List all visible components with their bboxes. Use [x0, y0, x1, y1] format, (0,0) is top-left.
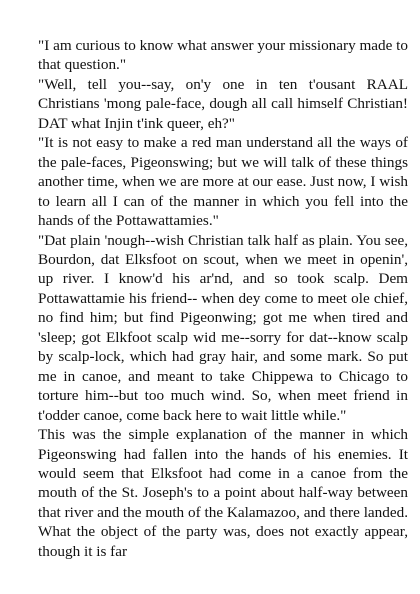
paragraph-3: "It is not easy to make a red man understand all the ways of the pale-faces, Pigeonswing; but we will talk of these things another time, when we are more at our ease. Just now, I wish to learn all I can of the manner in which you fell into the hands of the Pottawattamies." [38, 134, 408, 230]
paragraph-2: "Well, tell you--say, on'y one in ten t'ousant RAAL Christians 'mong pale-face, dough all call himself Christian! DAT what Injin t'ink queer, eh?" [38, 75, 408, 132]
paragraph-1: "I am curious to know what answer your missionary made to that question." [38, 37, 408, 74]
paragraph-4: "Dat plain 'nough--wish Christian talk half as plain. You see, Bourdon, dat Elksfoot on scout, when we meet in openin', up river. I know'd his ar'nd, and so took scalp. Dem Pottawattamie his friend-- when dey come to meet ole chief, no find him; but find Pigeonwing; got me when tired and 'sleep; got Elkfoot scalp wid me--sorry for dat--know scalp by scalp-lock, which had gray hair, and some mark. So put me in canoe, and meant to take Chippewa to Chicago to torture him--but too much wind. So, when meet friend in t'odder canoe, come back here to wait little while." [38, 231, 408, 424]
paragraph-5: This was the simple explanation of the manner in which Pigeonswing had fallen into the hands of his enemies. It would seem that Elksfoot had come in a canoe from the mouth of the St. Joseph's to a point about half-way between that river and the mouth of the Kalamazoo, and there landed. What the object of the party was, does not exactly appear, though it is far [38, 426, 408, 560]
book-page-text [38, 36, 408, 561]
